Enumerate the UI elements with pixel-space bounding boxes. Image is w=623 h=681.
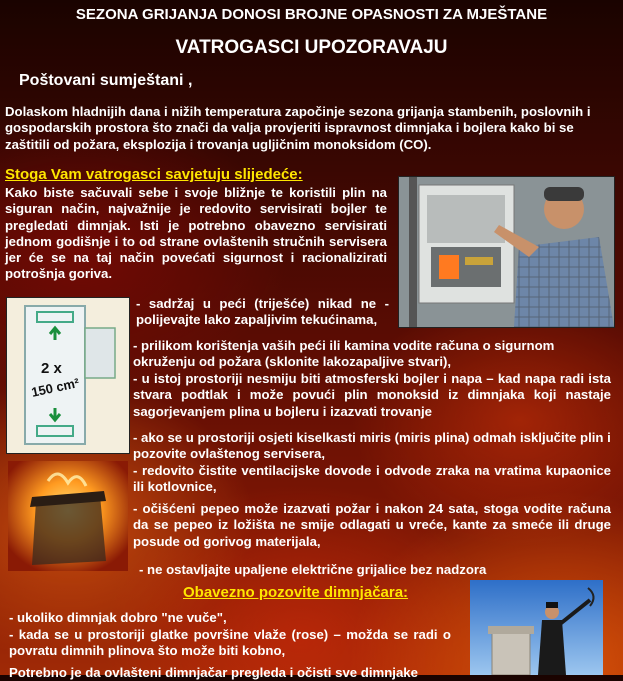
chimney-item-3: Potrebno je da ovlašteni dimnjačar pregleda i očisti sve dimnjake (9, 665, 418, 680)
chimney-heading: Obavezno pozovite dimnjačara: (183, 584, 409, 601)
chimney-item-1: - ukoliko dimnjak dobro "ne vuče", (9, 610, 227, 625)
burning-bin-photo (8, 461, 128, 571)
advice-paragraph: Kako biste sačuvali sebe i svoje bližnje te koristili plin na siguran način, najvažnije je redovito servisirati bojler te pregledati dimnjak. Isti je potrebno obavezno servisirati jednom godišnje i to od strane ovlaštenih stručnih servisera jer će se na taj način povećati sigurnost i racionalizirati potrošnja goriva. (5, 185, 387, 282)
diagram-label-top: 2 x (41, 360, 62, 377)
boiler-service-photo (398, 176, 615, 328)
intro-paragraph: Dolaskom hladnijih dana i nižih temperatura započinje sezona grijanja stambenih, poslovnih i gospodarskih prostora što znači da valja provjeriti ispravnost dimnjaka i bojlera kako bi se zaštitili od požara, eksplozija i trovanja ugljičnim monoksidom (CO). (5, 104, 591, 152)
advice-item-7: - ne ostavljajte upaljene električne grijalice bez nadzora (139, 562, 487, 577)
page-title: VATROGASCI UPOZORAVAJU (175, 37, 448, 58)
greeting: Poštovani sumještani , (19, 72, 193, 89)
advice-item-3: - u istoj prostoriji nesmiju biti atmosferski bojler i napa – kad napa radi ista stvara podtlak i može povući plin monoksid iz dimnjaka koji nastaje sagorjevanjem plina u bojleru i izazvati trovanje (133, 371, 611, 419)
advice-item-5: - redovito čistite ventilacijske dovode i odvode zraka na vratima kupaonice ili kotlovnice, (133, 463, 611, 495)
ventilation-door-diagram (6, 297, 130, 454)
advice-item-1: - sadržaj u peći (triješće) nikad ne - polijevajte lako zapaljivim tekućinama, (136, 296, 389, 328)
advice-item-4: - ako se u prostoriji osjeti kiselkasti miris (miris plina) odmah isključite plin i pozovite ovlaštenog servisera, (133, 430, 611, 462)
diagram-label-bottom: 150 cm² (29, 375, 81, 400)
chimney-sweep-photo (470, 580, 603, 675)
chimney-item-2: - kada se u prostoriji glatke površine vlaže (rose) – možda se radi o povratu dimnih plinova što može biti kobno, (9, 627, 451, 659)
advice-item-2: - prilikom korištenja vaših peći ili kamina vodite računa o sigurnom okruženju od požara (sklonite lakozapaljive stvari), (133, 338, 555, 370)
advice-item-6: - očišćeni pepeo može izazvati požar i nakon 24 sata, stoga vodite računa da se pepeo iz ložišta ne smije odlagati u vreće, kante za smeće ili druge posude od gorivog materijala, (133, 501, 611, 549)
advice-heading: Stoga Vam vatrogasci savjetuju slijedeće: (5, 166, 303, 183)
headline: SEZONA GRIJANJA DONOSI BROJNE OPASNOSTI ZA MJEŠTANE (75, 6, 548, 23)
